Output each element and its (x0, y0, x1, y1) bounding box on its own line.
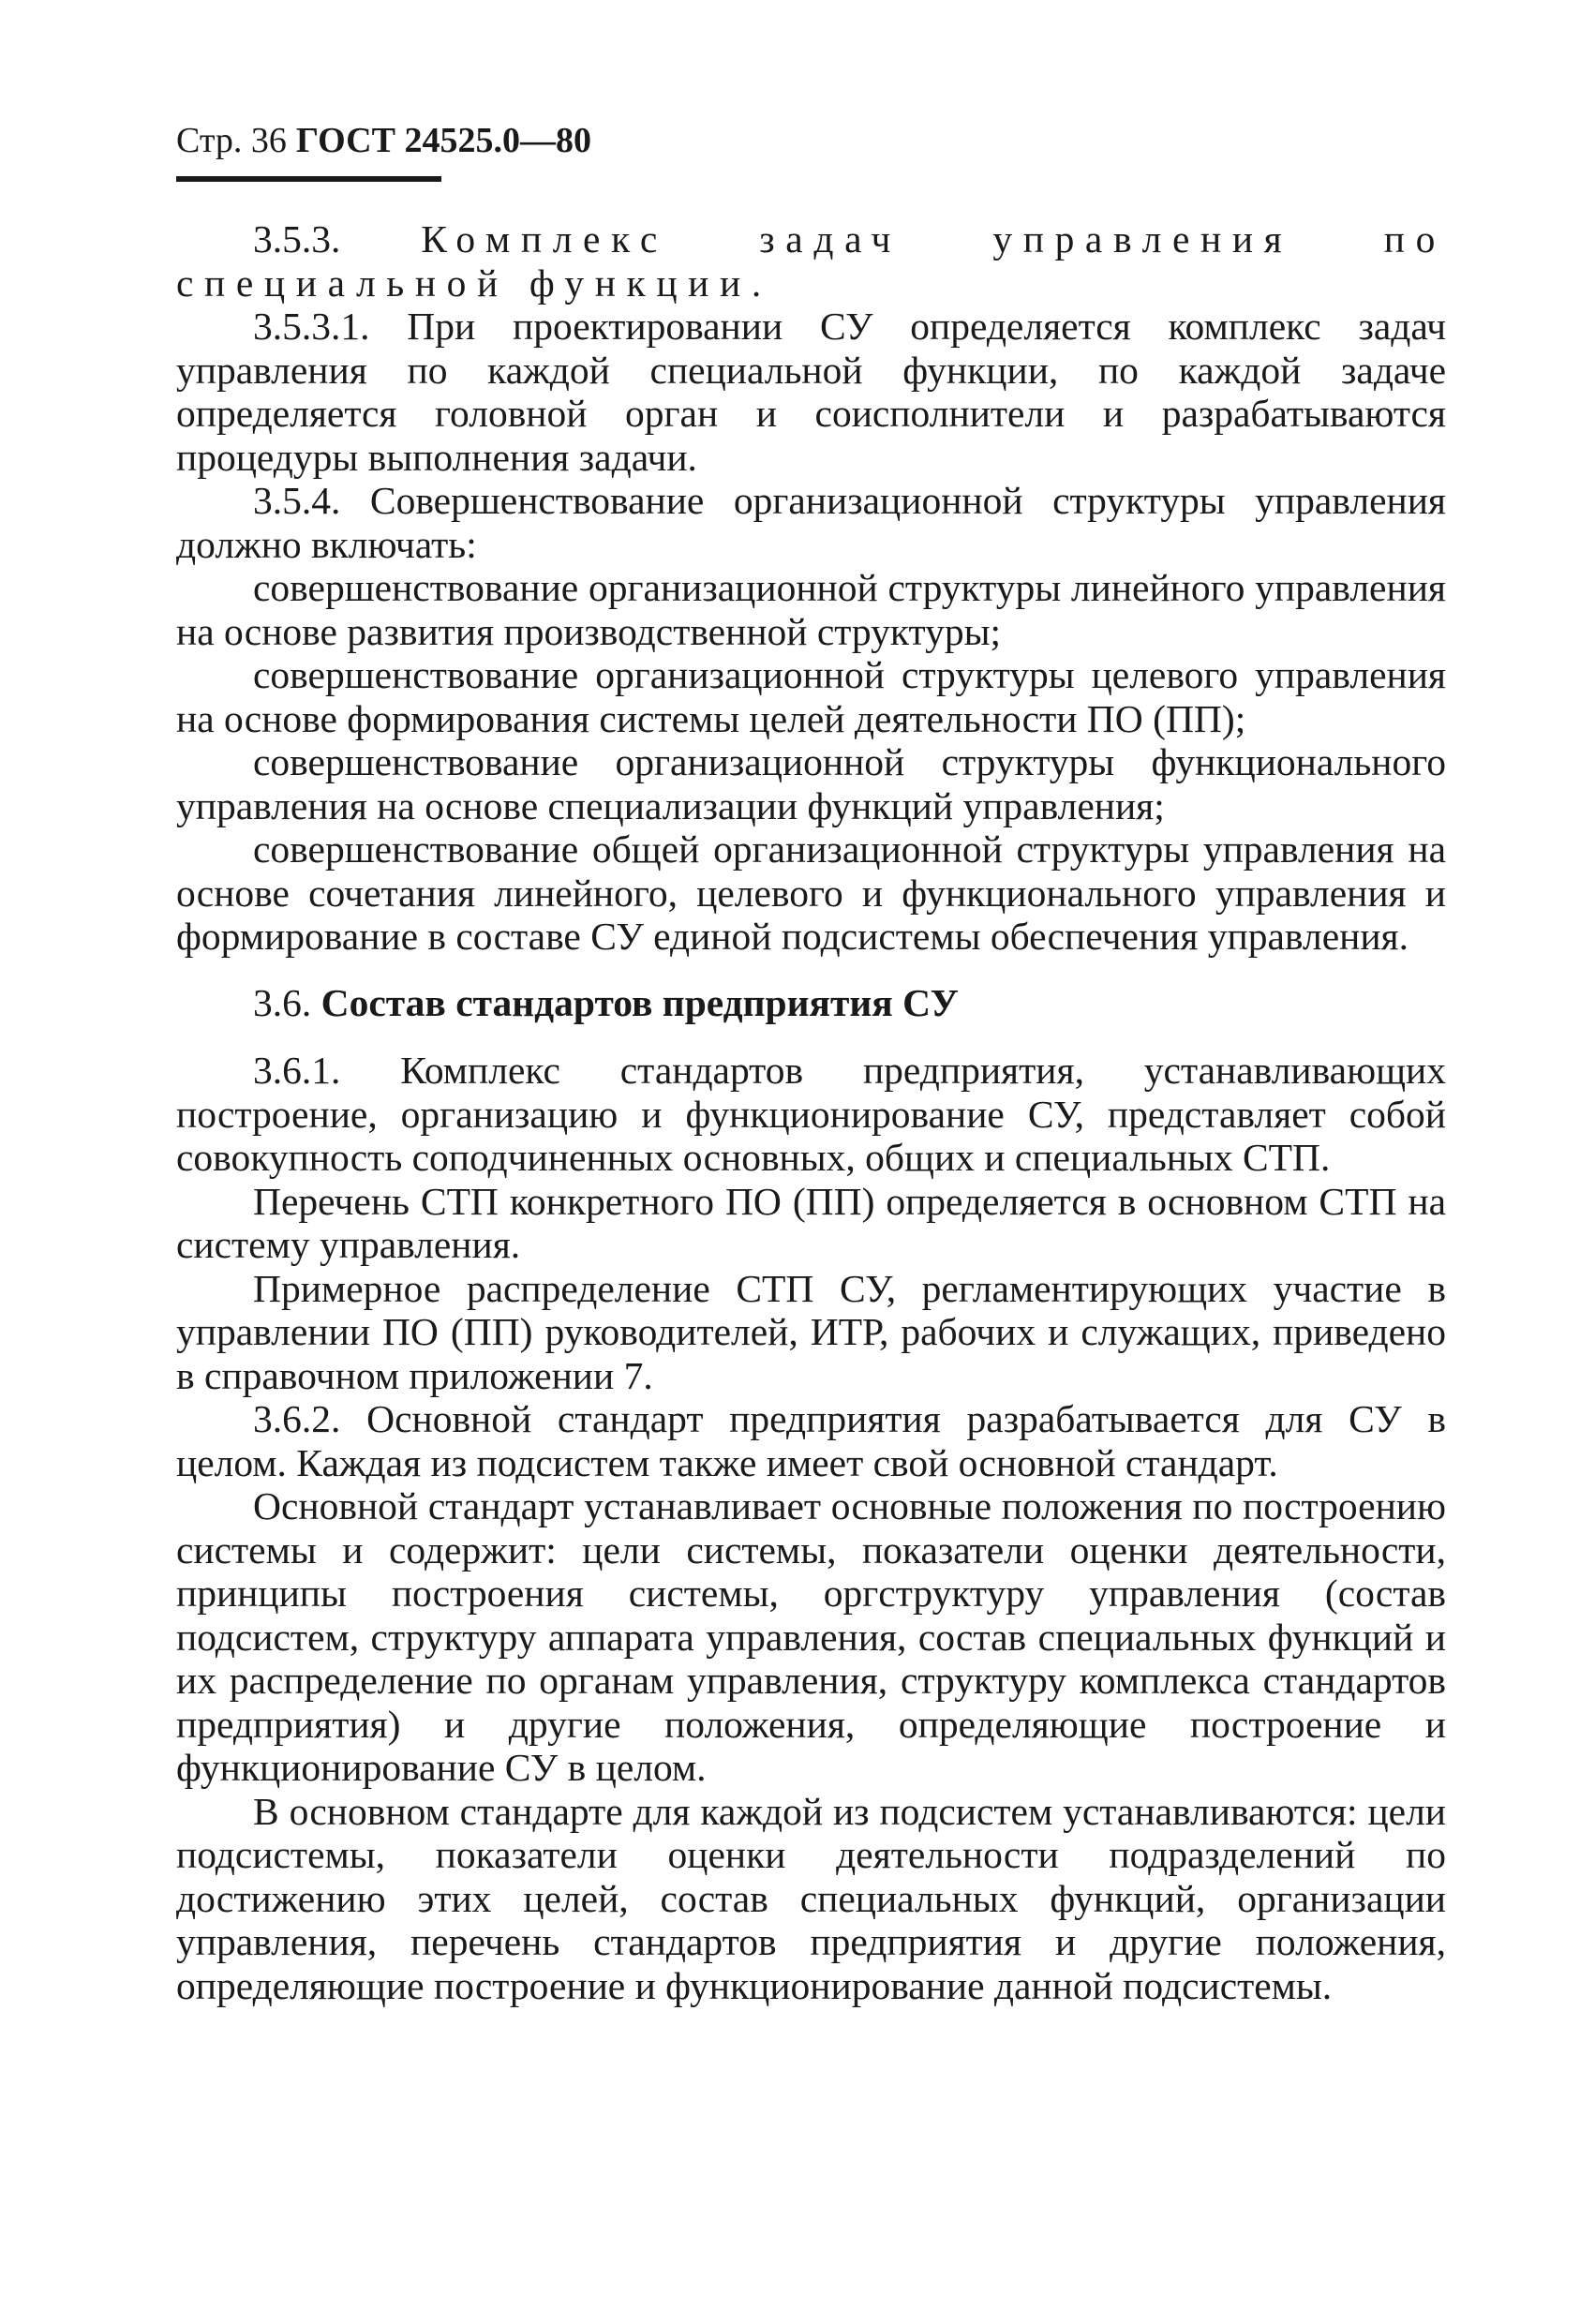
section-3-6-title: Состав стандартов предприятия СУ (320, 980, 959, 1024)
list-item-linear: совершенствование организационной структуры линейного управления на основе развития производственной структуры; (176, 566, 1446, 653)
list-item-general: совершенствование общей организационной структуры управления на основе сочетания линейного, целевого и функционального управления и формирование в составе СУ единой подсистемы обеспечения управления. (176, 827, 1446, 958)
header-rule (176, 176, 441, 182)
page-number: Стр. 36 (176, 121, 287, 160)
paragraph-3-6-1-list: Перечень СТП конкретного ПО (ПП) определяется в основном СТП на систему управления. (176, 1179, 1446, 1266)
paragraph-3-5-4: 3.5.4. Совершенствование организационной структуры управления должно включать: (176, 479, 1446, 566)
section-3-6-heading (176, 981, 1446, 1025)
document-page (176, 112, 1446, 2007)
page-header (176, 112, 1446, 169)
list-item-functional: совершенствование организационной структуры функционального управления на основе специализации функций управления; (176, 740, 1446, 827)
list-item-target: совершенствование организационной структуры целевого управления на основе формирования системы целей деятельности ПО (ПП); (176, 653, 1446, 740)
paragraph-3-6-1-distribution: Примерное распределение СТП СУ, регламентирующих участие в управлении ПО (ПП) руководителей, ИТР, рабочих и служащих, приведено в справочном приложении 7. (176, 1266, 1446, 1397)
section-3-6-number: 3.6. (253, 980, 312, 1024)
paragraph-3-5-3-1: 3.5.3.1. При проектировании СУ определяется комплекс задач управления по каждой специальной функции, по каждой задаче определяется головной орган и соисполнители и разрабатываются процедуры выполнения задачи. (176, 305, 1446, 479)
section-3-5-3-title: Комплекс задач управления по специальной функции. (176, 217, 1446, 305)
section-3-5-3-number: 3.5.3. (253, 217, 341, 261)
paragraph-3-6-1: 3.6.1. Комплекс стандартов предприятия, устанавливающих построение, организацию и функционирование СУ, представляет собой совокупность соподчиненных основных, общих и специальных СТП. (176, 1049, 1446, 1179)
paragraph-3-6-2: 3.6.2. Основной стандарт предприятия разрабатывается для СУ в целом. Каждая из подсистем также имеет свой основной стандарт. (176, 1397, 1446, 1484)
section-3-5-3-heading (176, 217, 1446, 305)
paragraph-3-6-2-main-standard: Основной стандарт устанавливает основные положения по построению системы и содержит: цели системы, показатели оценки деятельности, принципы построения системы, оргструктуру управления (состав подсистем, структуру аппарата управления, состав специальных функций и их распределение по органам управления, структуру комплекса стандартов предприятия) и другие положения, определяющие построение и функционирование СУ в целом. (176, 1484, 1446, 1789)
standard-designation: ГОСТ 24525.0—80 (295, 121, 591, 160)
paragraph-3-6-2-subsystems: В основном стандарте для каждой из подсистем устанавливаются: цели подсистемы, показатели оценки деятельности подразделений по достижению этих целей, состав специальных функций, организации управления, перечень стандартов предприятия и другие положения, определяющие построение и функционирование данной подсистемы. (176, 1789, 1446, 2007)
